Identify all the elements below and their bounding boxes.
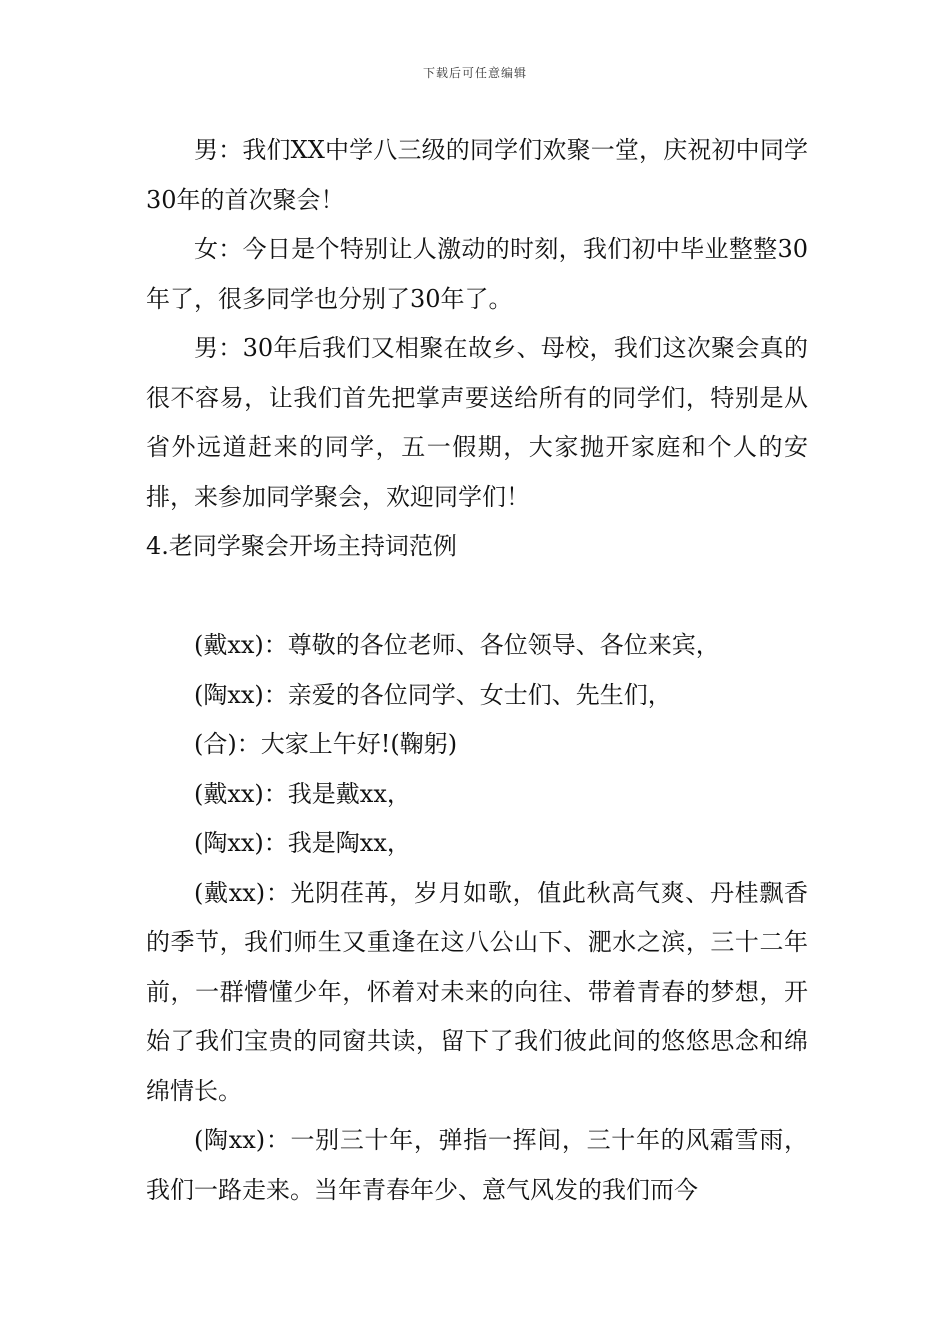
section-title: 4.老同学聚会开场主持词范例 [146,532,457,560]
dialogue-line: (陶xx)：亲爱的各位同学、女士们、先生们， [194,680,672,709]
paragraph-female-1: 女：今日是个特别让人激动的时刻，我们初中毕业整整30年了，很多同学也分别了30年了。 [146,235,808,313]
page-header: 下载后可任意编辑 [422,66,527,80]
dialogue-list [146,621,808,1215]
dialogue-line: (陶xx)：一别三十年，弹指一挥间，三十年的风霜雪雨，我们一路走来。当年青春年少、意气风发的我们而今 [146,1126,808,1204]
dialogue-line: (陶xx)：我是陶xx， [194,829,411,857]
dialogue-line: (戴xx)：光阴荏苒，岁月如歌，值此秋高气爽、丹桂飘香的季节，我们师生又重逢在这八公山下、淝水之滨，三十二年前，一群懵懂少年，怀着对未来的向往、带着青春的梦想，开始了我们宝贵的同窗共读，留下了我们彼此间的悠悠思念和绵绵情长。 [146,878,808,1105]
paragraph-male-1: 男：我们XX中学八三级的同学们欢聚一堂，庆祝初中同学30年的首次聚会！ [146,136,808,214]
dialogue-line: (戴xx)：我是戴xx， [194,779,411,808]
dialogue-line: (戴xx)：尊敬的各位老师、各位领导、各位来宾， [194,631,720,659]
blank-line [146,572,808,622]
paragraph-male-2: 男：30年后我们又相聚在故乡、母校，我们这次聚会真的很不容易，让我们首先把掌声要送给所有的同学们，特别是从省外远道赶来的同学，五一假期，大家抛开家庭和个人的安排，来参加同学聚会，欢迎同学们！ [146,334,808,511]
document-body [146,126,808,1215]
dialogue-line: (合)：大家上午好!(鞠躬) [194,730,458,758]
